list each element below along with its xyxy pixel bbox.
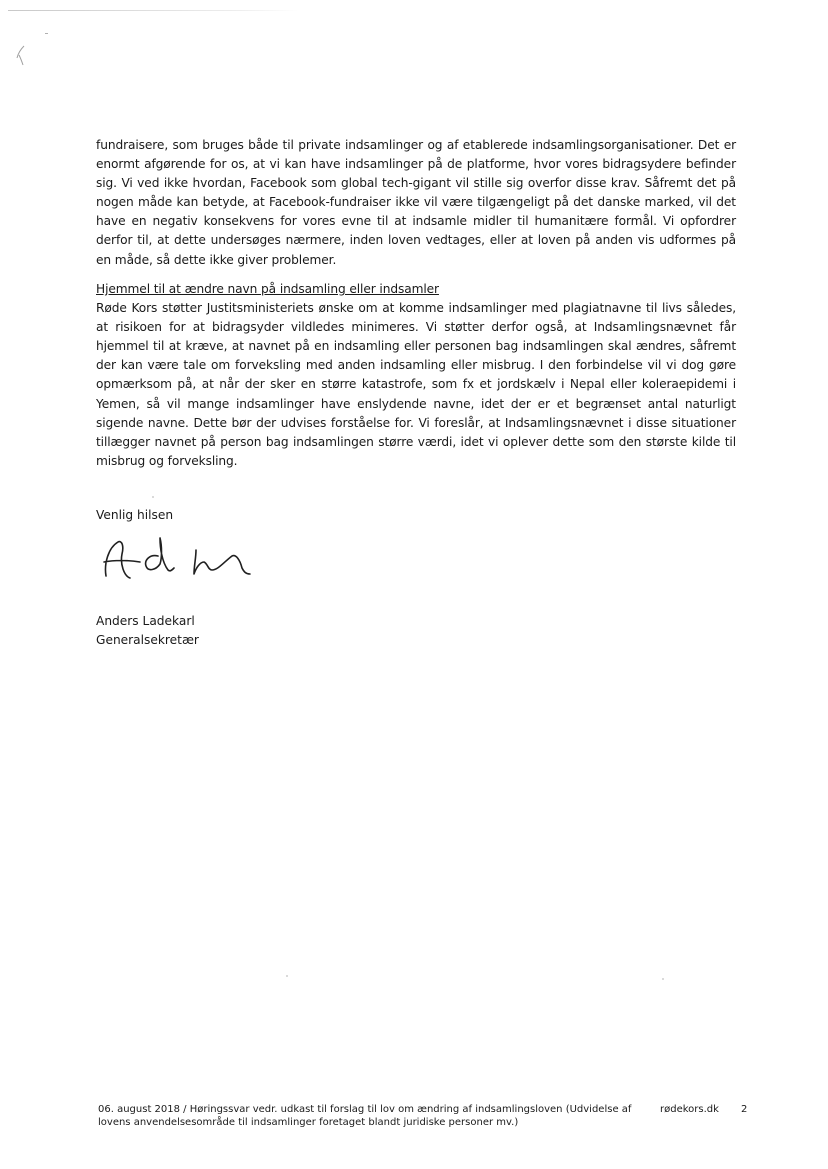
closing-greeting: Venlig hilsen (96, 508, 174, 522)
signer-block (96, 612, 199, 650)
signature-image (100, 534, 260, 594)
scan-artifact-dot (45, 33, 48, 34)
body-paragraph: fundraisere, som bruges både til private indsamlinger og af etablerede indsamlingsorganisationer. Det er enormt afgørende for os, at vi kan have indsamlinger på de platforme, hvor vores bidragsydere befinder sig. Vi ved ikke hvordan, Facebook som global tech-gigant vil stille sig overfor disse krav. Såfremt det på nogen måde kan betyde, at Facebook-fundraiser ikke vil være tilgængeligt på det danske marked, vil det have en negativ konsekvens for vores evne til at indsamle midler til humanitære formål. Vi opfordrer derfor til, at dette undersøges nærmere, inden loven vedtages, eller at loven på anden vis udformes på en måde, så dette ikke giver problemer. (96, 138, 736, 267)
scan-artifact-mark (10, 44, 32, 68)
footer-website: rødekors.dk (660, 1104, 719, 1115)
letter-body (96, 136, 736, 270)
footer-description: 06. august 2018 / Høringssvar vedr. udkast til forslag til lov om ændring af indsamlingsloven (Udvidelse af lovens anvendelsesområde til indsamlinger foretaget blandt juridiske personer mv.) (98, 1104, 632, 1129)
scan-speck (152, 496, 154, 498)
signer-name: Anders Ladekarl (96, 614, 195, 628)
section-name-change (96, 280, 736, 471)
section-heading: Hjemmel til at ændre navn på indsamling eller indsamler (96, 282, 439, 296)
closing (96, 506, 173, 525)
section-paragraph: Røde Kors støtter Justitsministeriets ønske om at komme indsamlinger med plagiatnavne til livs således, at risikoen for at bidragsyder vildledes minimeres. Vi støtter derfor også, at Indsamlingsnævnet får hjemmel til at kræve, at navnet på en indsamling eller personen bag indsamlingen skal ændres, såfremt der kan være tale om forveksling med anden indsamling eller misbrug. I den forbindelse vil vi dog gøre opmærksom på, at når der sker en større katastrofe, som fx et jordskælv i Nepal eller koleraepidemi i Yemen, så vil mange indsamlinger have enslydende navne, idet der er et begrænset antal naturligt sigende navne. Dette bør der udvises forståelse for. Vi foreslår, at Indsamlingsnævnet i disse situationer tillægger navnet på person bag indsamlingen større værdi, idet vi oplever dette som den største kilde til misbrug og forveksling. (96, 301, 736, 468)
scan-speck (286, 975, 288, 977)
scan-artifact-line (8, 10, 298, 11)
page-number: 2 (741, 1104, 748, 1115)
signer-title: Generalsekretær (96, 633, 199, 647)
scan-speck (662, 978, 664, 980)
